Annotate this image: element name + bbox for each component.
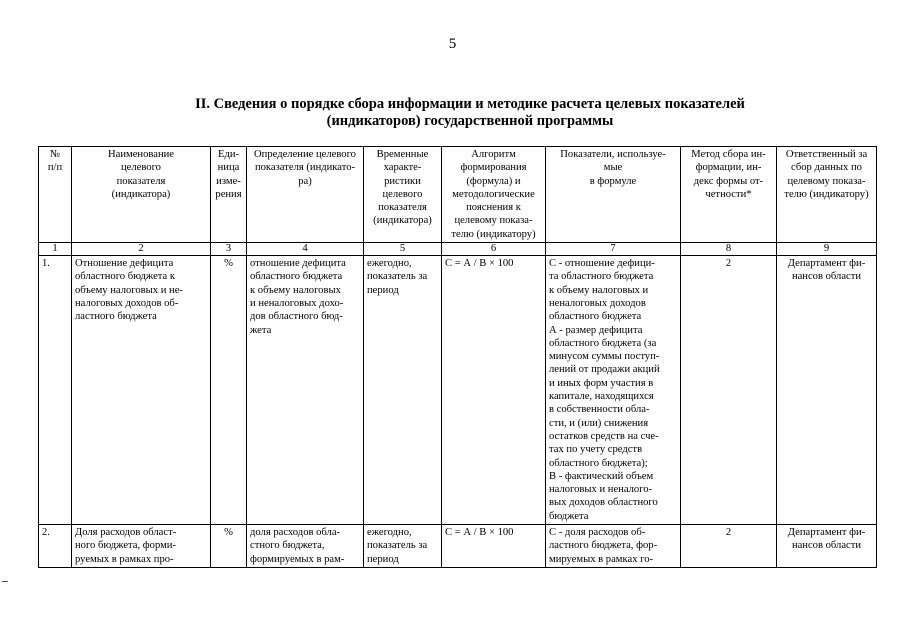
title-line-1: II. Сведения о порядке сбора информации и методике расчета целевых показателей [195, 96, 745, 112]
header-cell [39, 147, 72, 243]
cell-line: декс формы от- [693, 175, 764, 187]
cell-line: жета [250, 324, 272, 336]
page-number: 5 [448, 36, 457, 52]
cell-line: показатель за [367, 271, 428, 283]
cell-line: областного бюджета [250, 271, 343, 283]
cell-line: рения [215, 188, 242, 200]
cell-line: Департамент фи- [787, 258, 866, 270]
cell-line: четности* [705, 188, 752, 200]
cell-line: мируемых в рамках го- [549, 553, 654, 565]
cell-line: та областного бюджета [549, 271, 654, 283]
title-line-2: (индикаторов) государственной программы [326, 113, 614, 129]
cell-line: пояснения к [466, 202, 521, 214]
column-number: 1 [39, 243, 72, 256]
timing-cell [364, 525, 442, 568]
table-row [39, 525, 877, 568]
timing-cell [364, 256, 442, 525]
cell-line: (формула) и [466, 175, 521, 187]
indicator-name [72, 256, 211, 525]
cell-line: целевому показа- [454, 215, 533, 227]
cell-line: телю (индикатору) [784, 188, 869, 200]
cell-line: сбор данных по [791, 162, 862, 174]
cell-line: налоговых и неналого- [549, 484, 653, 496]
unit-cell [211, 256, 247, 525]
column-number: 6 [442, 243, 546, 256]
cell-line: капитале, находящихся [549, 391, 654, 403]
cell-line: областного бюджета (за [549, 337, 657, 349]
cell-line: целевого [121, 162, 161, 174]
cell-line: к объему налоговых [250, 284, 341, 296]
cell-line: и иных форм участия в [549, 377, 654, 389]
header-cell [364, 147, 442, 243]
cell-line: ного бюджета, форми- [75, 540, 176, 552]
cell-line: Алгоритм [471, 149, 516, 160]
cell-line: областного бюджета); [549, 457, 648, 469]
cell-line: минусом суммы поступ- [549, 351, 660, 363]
cell-line: ластного бюджета [75, 311, 157, 323]
formula-cell [442, 525, 546, 568]
cell-line: и неналоговых дохо- [250, 297, 344, 309]
cell-line: Департамент фи- [787, 527, 866, 539]
cell-line: ластного бюджета, фор- [549, 540, 658, 552]
cell-line: период [367, 284, 399, 296]
cell-line: Доля расходов облаcт- [75, 527, 177, 539]
cell-line: в собственности обла- [549, 404, 650, 416]
cell-line: неналоговых доходов [549, 297, 646, 309]
indicators-cell [546, 525, 681, 568]
cell-line: ристики [384, 175, 421, 187]
cell-line: % [224, 258, 233, 270]
cell-line: лений от продажи акций [549, 364, 660, 376]
method-cell [681, 525, 777, 568]
cell-line: целевому показа- [787, 175, 866, 187]
cell-line: Временные [376, 149, 429, 160]
column-number-row [39, 243, 877, 256]
indicator-name [72, 525, 211, 568]
cell-line: в формуле [589, 175, 637, 187]
cell-line: С - отношение дефици- [549, 258, 655, 270]
definition-cell [247, 256, 364, 525]
cell-line: изме- [216, 175, 241, 187]
cell-line: Ответственный за [785, 149, 868, 160]
cell-line: (индикатора) [111, 188, 171, 200]
cell-line: стного бюджета, [250, 540, 325, 552]
cell-line: областного бюджета [549, 311, 642, 323]
cell-line: 2. [42, 527, 50, 539]
cell-line: Показатели, используе- [560, 149, 666, 160]
cell-line: телю (индикатору) [451, 228, 536, 240]
cell-line: Отношение дефицита [75, 258, 174, 270]
cell-line: период [367, 553, 399, 565]
cell-line: формирования [460, 162, 527, 174]
column-number: 9 [777, 243, 877, 256]
cell-line: формируемых в рам- [250, 553, 345, 565]
cell-line: формации, ин- [695, 162, 762, 174]
cell-line: 2 [725, 527, 732, 539]
document-title [150, 96, 790, 130]
column-number: 2 [72, 243, 211, 256]
header-cell [777, 147, 877, 243]
cell-line: объему налоговых и не- [75, 284, 183, 296]
column-number: 5 [364, 243, 442, 256]
cell-line: А - размер дефицита [549, 324, 643, 336]
cell-line: методологические [452, 188, 535, 200]
cell-line: показателя [116, 175, 166, 187]
cell-line: вых доходов областного [549, 497, 658, 509]
cell-line: отношение дефицита [250, 258, 346, 270]
cell-line: С = А / В × 100 [445, 527, 514, 539]
cell-line: характе- [383, 162, 422, 174]
cell-line: нансов области [791, 271, 862, 283]
cell-line: С - доля расходов об- [549, 527, 646, 539]
cell-line: п/п [47, 162, 63, 174]
cell-line: тах по учету средств [549, 444, 643, 456]
scan-edge-mark [2, 581, 8, 582]
formula-cell [442, 256, 546, 525]
cell-line: 2 [725, 258, 732, 270]
cell-line: нансов области [791, 540, 862, 552]
column-number: 4 [247, 243, 364, 256]
cell-line: % [224, 527, 233, 539]
cell-line: № [49, 149, 61, 160]
cell-line: Еди- [217, 149, 240, 160]
cell-line: В - фактический объем [549, 470, 654, 482]
cell-line: Наименование [108, 149, 174, 160]
responsible-cell [777, 525, 877, 568]
cell-line: остатков средств на сче- [549, 430, 659, 442]
cell-line: бюджета [549, 510, 589, 522]
cell-line: областного бюджета к [75, 271, 176, 283]
cell-line: С = А / В × 100 [445, 258, 514, 270]
cell-line: сти, и (или) снижения [549, 417, 649, 429]
cell-line: к объему налоговых и [549, 284, 649, 296]
cell-line: (индикатора) [373, 215, 432, 227]
header-cell [247, 147, 364, 243]
cell-line: ежегодно, [367, 527, 412, 539]
header-cell [442, 147, 546, 243]
cell-line: ежегодно, [367, 258, 412, 270]
cell-line: целевого [382, 188, 423, 200]
column-number: 3 [211, 243, 247, 256]
responsible-cell [777, 256, 877, 525]
header-cell [681, 147, 777, 243]
header-row [39, 147, 877, 243]
header-cell [72, 147, 211, 243]
row-number [39, 525, 72, 568]
cell-line: доля расходов обла- [250, 527, 341, 539]
table-row [39, 256, 877, 525]
indicators-cell [546, 256, 681, 525]
header-cell [546, 147, 681, 243]
cell-line: Метод сбора ин- [691, 149, 766, 160]
column-number: 7 [546, 243, 681, 256]
cell-line: Определение целевого [254, 149, 356, 160]
cell-line: налоговых доходов об- [75, 297, 179, 309]
unit-cell [211, 525, 247, 568]
definition-cell [247, 525, 364, 568]
cell-line: ра) [298, 175, 312, 187]
cell-line: показателя (индикато- [254, 162, 356, 174]
header-cell [211, 147, 247, 243]
cell-line: показатель за [367, 540, 428, 552]
row-number [39, 256, 72, 525]
method-cell [681, 256, 777, 525]
cell-line: мые [603, 162, 623, 174]
cell-line: показателя [378, 202, 427, 214]
cell-line: руемых в рамках про- [75, 553, 174, 565]
cell-line: ница [217, 162, 240, 174]
cell-line: дов областного бюд- [250, 311, 343, 323]
column-number: 8 [681, 243, 777, 256]
indicators-table [38, 146, 877, 568]
cell-line: 1. [42, 258, 50, 270]
